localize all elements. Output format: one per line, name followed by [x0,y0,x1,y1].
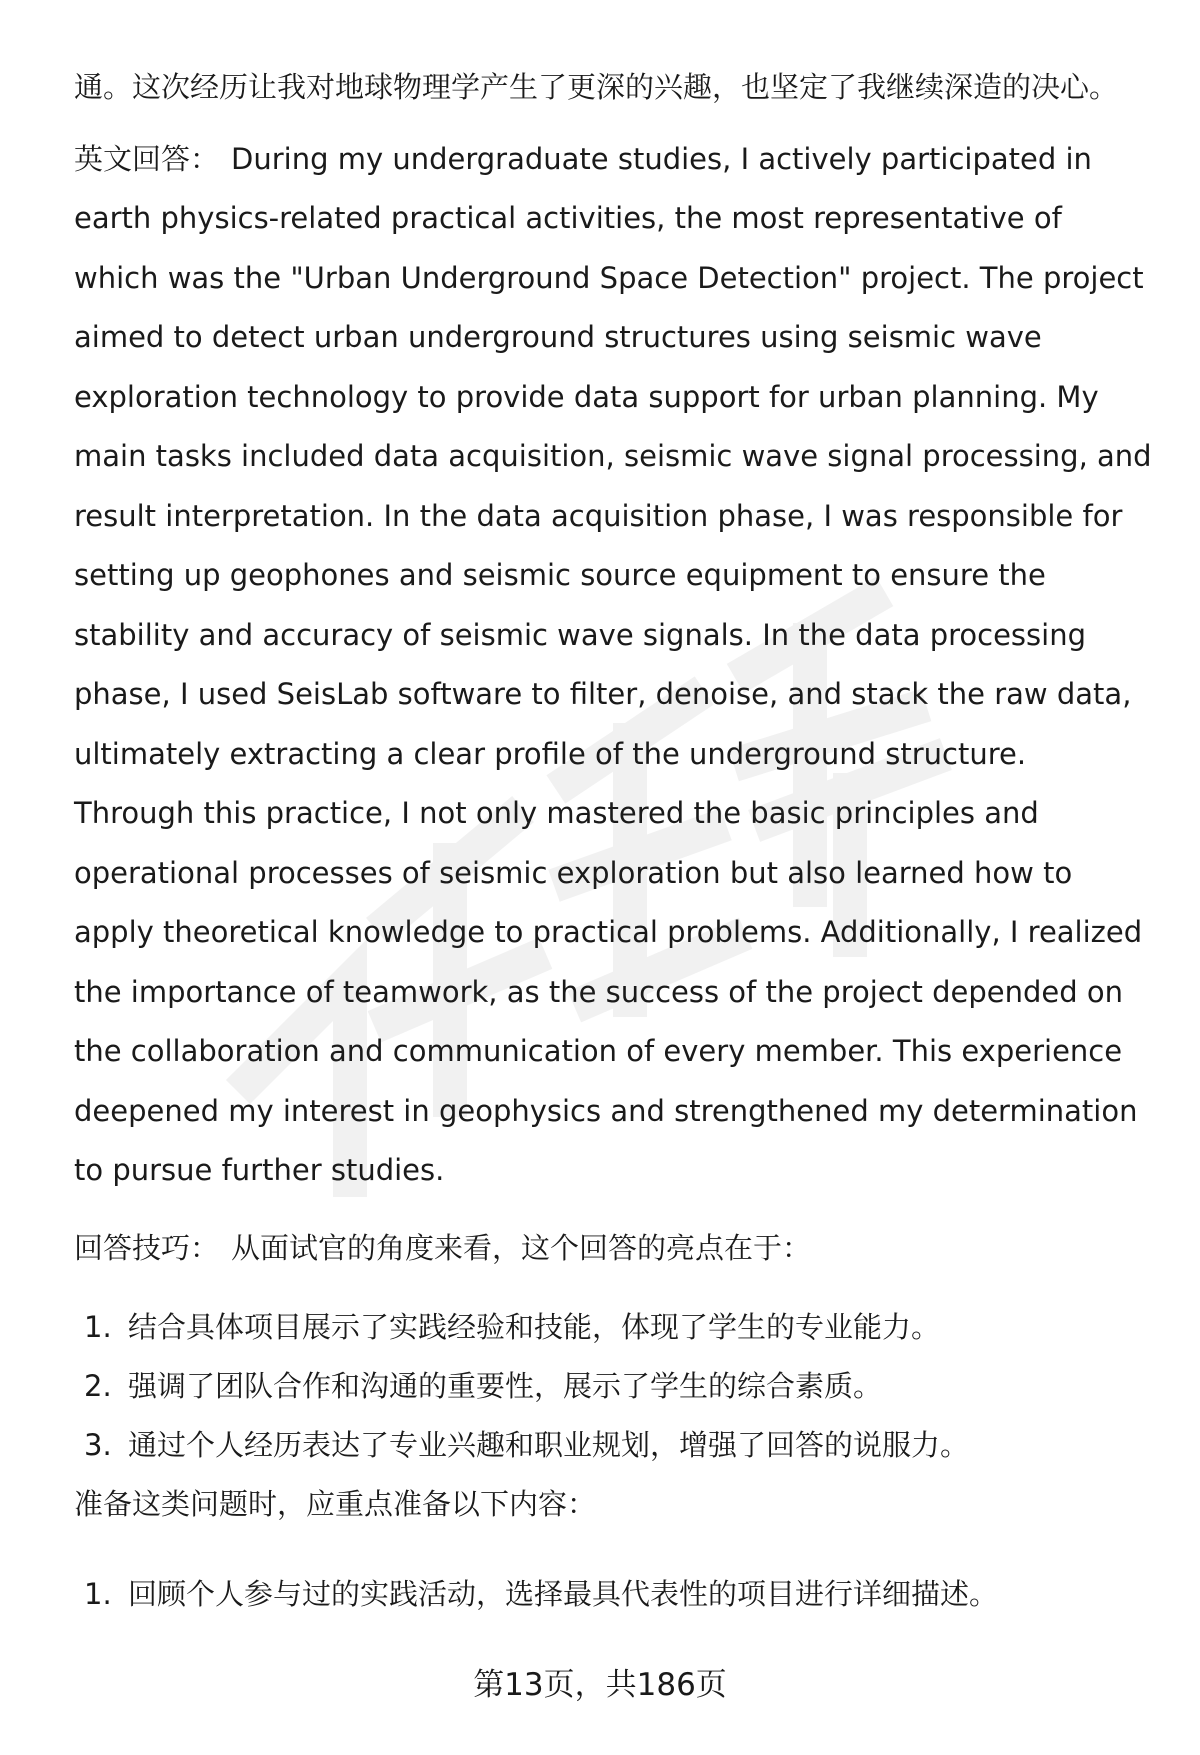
intro-paragraph: 通。这次经历让我对地球物理学产生了更深的兴趣，也坚定了我继续深造的决心。 [74,70,1119,104]
english-answer-text: During my undergraduate studies, I actively participated in earth physics-related practical activities, the most representative of which was the "Urban Underground Space Detection" project. The project aimed to detect urban underground structures using seismic wave exploration technology to provide data support for urban planning. My main tasks included data acquisition, seismic wave signal processing, and result interpretation. In the data acquisition phase, I was responsible for setting up geophones and seismic source equipment to ensure the stability and accuracy of seismic wave signals. In the data processing phase, I used SeisLab software to filter, denoise, and stack the raw data, ultimately extracting a clear profile of the underground structure. Through this practice, I not only mastered the basic principles and operational processes of seismic exploration but also learned how to apply theoretical knowledge to practical problems. Additionally, I realized the importance of teamwork, as the success of the project depended on the collaboration and communication of every member. This experience deepened my interest in geophysics and strengthened my determination to pursue further studies. [74,141,1152,1187]
list-item-number: 2. [84,1369,112,1403]
list-item-text: 结合具体项目展示了实践经验和技能，体现了学生的专业能力。 [128,1310,941,1344]
list-item-number: 3. [84,1428,112,1462]
list-item [74,1357,1154,1416]
english-answer-paragraph [74,130,1154,1201]
tips-list [74,1298,1154,1475]
list-item [74,1298,1154,1357]
english-answer-label: 英文回答： [74,141,220,176]
list-item-text: 回顾个人参与过的实践活动，选择最具代表性的项目进行详细描述。 [128,1576,999,1611]
preparation-list [74,1565,1154,1624]
list-item [74,1416,1154,1475]
tips-intro-text: 从面试官的角度来看，这个回答的亮点在于： [231,1230,812,1265]
tips-label: 回答技巧： [74,1230,220,1265]
tips-paragraph [74,1219,1154,1279]
list-item-text: 通过个人经历表达了专业兴趣和职业规划，增强了回答的说服力。 [128,1428,970,1462]
preparation-title: 准备这类问题时，应重点准备以下内容： [74,1487,597,1521]
list-item-number: 1. [84,1576,112,1611]
document-content [74,58,1154,1624]
list-item-number: 1. [84,1310,112,1344]
list-item-text: 强调了团队合作和沟通的重要性，展示了学生的综合素质。 [128,1369,883,1403]
page-footer: 第13页，共186页 [473,1667,727,1703]
list-item [74,1565,1154,1624]
